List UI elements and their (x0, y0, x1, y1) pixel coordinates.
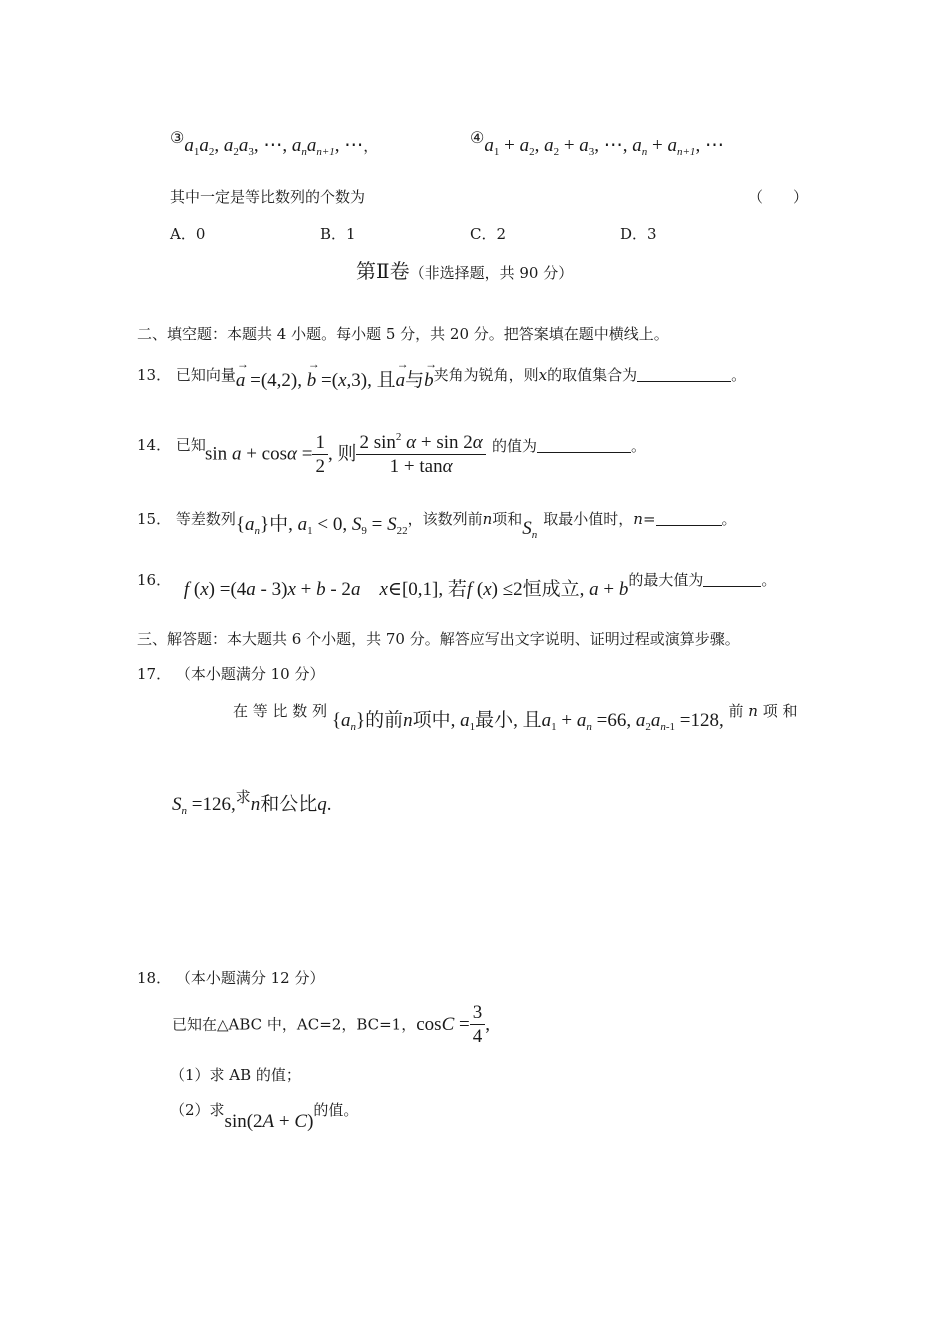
question-15 (137, 511, 737, 541)
q14-post: 的值为 (492, 437, 538, 455)
q12-item4 (470, 130, 724, 158)
q13-var: x (538, 366, 548, 384)
q12-option-a: A．0 (170, 225, 206, 243)
q14-end: 。 (631, 437, 647, 455)
question-17-line1 (233, 704, 798, 733)
q15-number: 15． (137, 510, 172, 528)
q17-var: n (748, 702, 758, 720)
part2-header: 二、填空题：本题共 4 小题。每小题 5 分，共 20 分。把答案填在题中横线上。 (137, 325, 669, 343)
q14-formula: sin a + cosα = $\frac{1}{2}$ , 则 $\frac{2 \sin^2 \alpha + \sin 2\alpha}{1 + \tan\alpha}$ (205, 432, 486, 476)
q14-tail (492, 438, 646, 454)
q15-formula: $\{a_n\}$中, $a_1 < 0$, $S_9 = S_{22}$ (235, 514, 408, 537)
q15-answer-blank[interactable] (656, 511, 722, 526)
q14-pre: 已知 (175, 436, 206, 454)
q17-pre: 在 等 比 数 列 (233, 702, 328, 720)
section-title (356, 261, 573, 281)
q12-answer-paren: （ ） (748, 188, 809, 206)
q17-note: （本小题满分 10 分） (175, 665, 325, 683)
q14-answer-blank[interactable] (537, 438, 631, 453)
q17-tail2: 项 和 (762, 702, 798, 720)
q13-formula: → a =(4,2), → b =(x,3), 且→ a与→ b (236, 370, 434, 391)
q15-sn: $S_n$ (522, 518, 538, 541)
question-18-stem (172, 1003, 490, 1046)
q17-tail: 前 (728, 702, 744, 720)
question-14 (137, 438, 206, 453)
q17-formula-2b: n和公比q. (250, 794, 332, 815)
q15-mid1: ，该数列前 (407, 510, 483, 528)
q18-cos-formula: cosC = $\frac{3}{4}$ , (416, 1002, 490, 1047)
q13-number: 13． (137, 366, 172, 384)
q12-item3-tail: ， (363, 137, 379, 155)
q13-answer-blank[interactable] (637, 367, 731, 382)
q12-stem: 其中一定是等比数列的个数为 (170, 188, 366, 206)
question-17-line2 (172, 790, 332, 817)
q15-eq: = (642, 510, 656, 528)
q17-formula-1: $\{a_n\}$的前n项中, $a_1$最小, 且$a_1 + a_n =66$, $a_2a_{n-1} =128$, (331, 710, 724, 733)
q13-end: 。 (731, 366, 747, 384)
q18-number: 18． (137, 969, 172, 987)
q16-end: 。 (761, 571, 777, 589)
q18-note: （本小题满分 12 分） (175, 969, 325, 987)
q15-post: 取最小值时， (543, 510, 634, 528)
q15-pre: 等差数列 (175, 510, 236, 528)
section-title-main: 第Ⅱ卷 (356, 259, 410, 283)
q12-item3-formula: $a_1a_2$, $a_2a_3$, ⋯, $a_na_{n+1}$, ⋯ (184, 135, 364, 158)
question-16 (137, 572, 776, 599)
q15-nvar: n (633, 510, 643, 528)
section-title-sub: （非选择题，共 90 分） (409, 264, 574, 282)
q15-var: n (482, 510, 493, 528)
q17-line2-mid: 求 (235, 788, 251, 806)
q12-item4-marker: ④ (470, 128, 485, 147)
q18-sub2-formula: sin(2A + C) (224, 1111, 314, 1132)
q13-pre: 已知向量 (175, 366, 236, 384)
q16-answer-blank[interactable] (703, 572, 761, 587)
q17-number: 17． (137, 665, 172, 683)
part3-header: 三、解答题：本大题共 6 个小题，共 70 分。解答应写出文字说明、证明过程或演算步骤。 (137, 630, 740, 648)
q18-sub2-post: 的值。 (313, 1101, 359, 1119)
q12-option-b: B．1 (320, 225, 356, 243)
q12-item3 (170, 130, 378, 158)
q12-item3-marker: ③ (170, 128, 185, 147)
q14-number: 14． (137, 436, 172, 454)
q15-mid2: 项和 (492, 510, 523, 528)
q12-item4-formula: $a_1 + a_2$, $a_2 + a_3$, ⋯, $a_n + a_{n+1}$, ⋯ (484, 135, 724, 158)
q17-formula-2a: $S_n =126$, (172, 794, 236, 817)
q18-sub1: （1）求 AB 的值； (170, 1066, 301, 1084)
q16-number: 16． (137, 571, 172, 589)
question-18-sub2 (170, 1103, 358, 1131)
q14-frac-half: $\frac{1}{2}$ (312, 433, 328, 476)
q18-stem-text: 已知在△ABC 中，AC=2，BC=1， (172, 1015, 417, 1034)
q15-end: 。 (721, 510, 737, 528)
q12-option-c: C．2 (470, 225, 507, 243)
q13-mid: 夹角为锐角，则 (433, 366, 539, 384)
q18-sub2-pre: （2）求 (170, 1101, 225, 1119)
q13-post: 的取值集合为 (547, 366, 638, 384)
q16-formula: f (x) =(4a - 3)x + b - 2a x∈[0,1], 若f (x) ≤2恒成立, a + b (183, 579, 629, 600)
q12-option-d: D．3 (620, 225, 657, 243)
q14-frac-main: $\frac{2 \sin^2 \alpha + \sin 2\alpha}{1 + \tan\alpha}$ (356, 432, 485, 476)
question-18-header (137, 971, 325, 986)
question-17-header (137, 667, 325, 682)
question-13 (137, 367, 746, 390)
q16-post: 的最大值为 (628, 571, 704, 589)
